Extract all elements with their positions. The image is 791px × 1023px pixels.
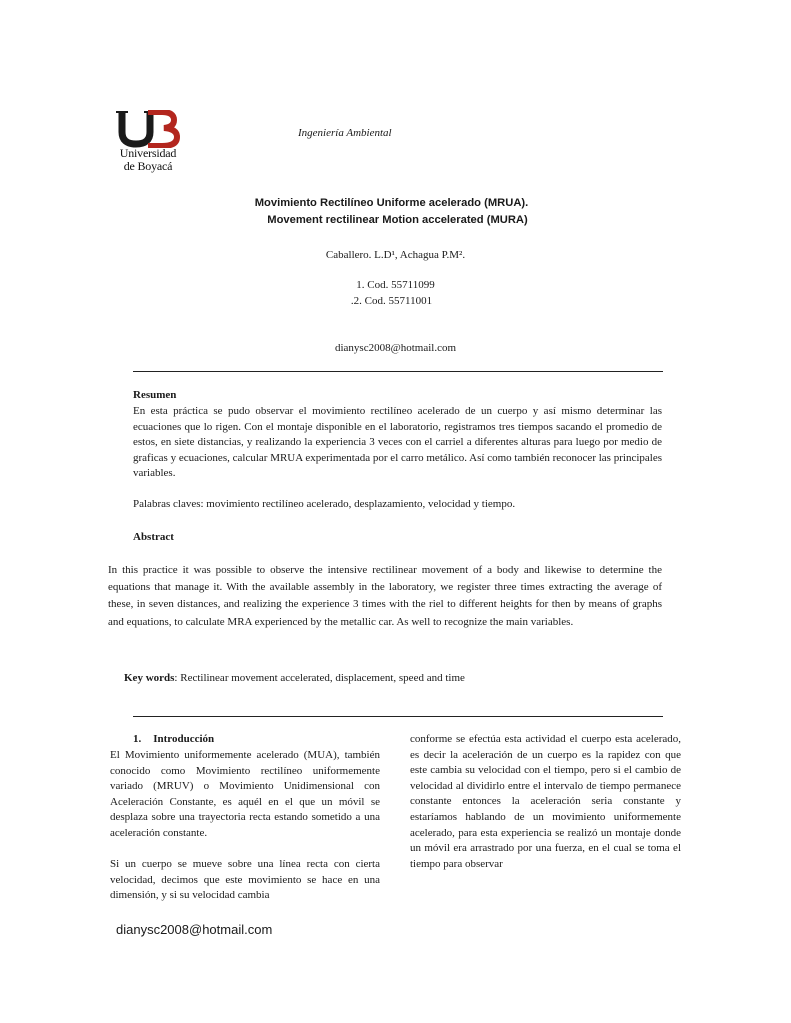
authors: Caballero. L.D¹, Achagua P.M². [325, 249, 466, 261]
ub-monogram-icon [114, 110, 184, 148]
intro-paragraph-1: El Movimiento uniformemente acelerado (MUA), también conocido como Movimiento rectilíneo uniformemente variado (MRUV) o Movimiento Unidimensional con Aceleración Constante, es aquél en el que un móvil se desplaza sobre una trayectoria recta estando sometido a una aceleración constante. [110, 749, 380, 839]
resumen-heading: Resumen [133, 389, 177, 401]
divider-top [133, 371, 663, 372]
contact-email[interactable]: dianysc2008@hotmail.com [334, 342, 457, 354]
abstract-heading: Abstract [133, 531, 174, 543]
title-spanish: Movimiento Rectilíneo Uniforme acelerado (MRUA). [254, 197, 529, 209]
abstract-text: In this practice it was possible to observe the intensive rectilinear movement of a body and likewise to determine the equations that manage it. With the available assembly in the laboratory, we register three times extracting the average of these, in seven distances, and realizing the experience 3 times with the riel to different heights for then by means of graphs and equations, to calculate MRA experienced by the metallic car. As well to recognize the main variables. [108, 564, 662, 628]
intro-paragraph-2: Si un cuerpo se mueve sobre una línea recta con cierta velocidad, decimos que este movimiento se hace en una dimensión, y si su velocidad cambia [110, 858, 380, 902]
intro-heading [133, 733, 214, 745]
intro-number: 1. [133, 733, 142, 745]
key-words-text: : Rectilinear movement accelerated, displacement, speed and time [174, 672, 465, 684]
key-words [124, 672, 465, 684]
intro-paragraph-3: conforme se efectúa esta actividad el cuerpo esta acelerado, es decir la aceleración de un cuerpo es la rapidez con que este cambia su velocidad con el tiempo, pero si el cambio de velocidad al dividirlo entre el intervalo de tiempo permanece constante entonces la aceleración seria constante y estaríamos hablando de un movimiento uniformemente acelerado, para esta experiencia se realizó un montaje donde un móvil era arrastrado por una fuerza, en el cual se toma el tiempo para observar [410, 733, 681, 870]
resumen-text: En esta práctica se pudo observar el movimiento rectilíneo acelerado de un cuerpo y así mismo determinar las ecuaciones que lo rigen. Con el montaje disponible en el laboratorio, registramos tres tiempos sacando el promedio de estos, en siete distancias, y realizando la experiencia 3 veces con el carriel a diferentes alturas para luego por medio de graficas y ecuaciones, calcular MRUA experimentada por el carro metálico. Así como también reconocer las principales variables. [133, 405, 662, 480]
intro-left-column [110, 748, 380, 904]
university-logo [108, 110, 188, 172]
palabras-claves: Palabras claves: movimiento rectilíneo acelerado, desplazamiento, velocidad y tiempo. [133, 498, 516, 510]
key-words-label: Key words [124, 672, 175, 684]
author-code-2: .2. Cod. 55711001 [350, 295, 433, 307]
logo-line-2: de Boyacá [123, 159, 173, 173]
journal-name: Ingeniería Ambiental [298, 127, 392, 139]
intro-title: Introducción [153, 733, 215, 745]
intro-right-column [410, 732, 681, 872]
title-english: Movement rectilinear Motion accelerated (MURA) [267, 214, 528, 226]
logo-line-1: Universidad [119, 146, 177, 160]
author-code-1: 1. Cod. 55711099 [356, 279, 435, 291]
divider-bottom [133, 716, 663, 717]
footer-email[interactable]: dianysc2008@hotmail.com [116, 922, 273, 937]
